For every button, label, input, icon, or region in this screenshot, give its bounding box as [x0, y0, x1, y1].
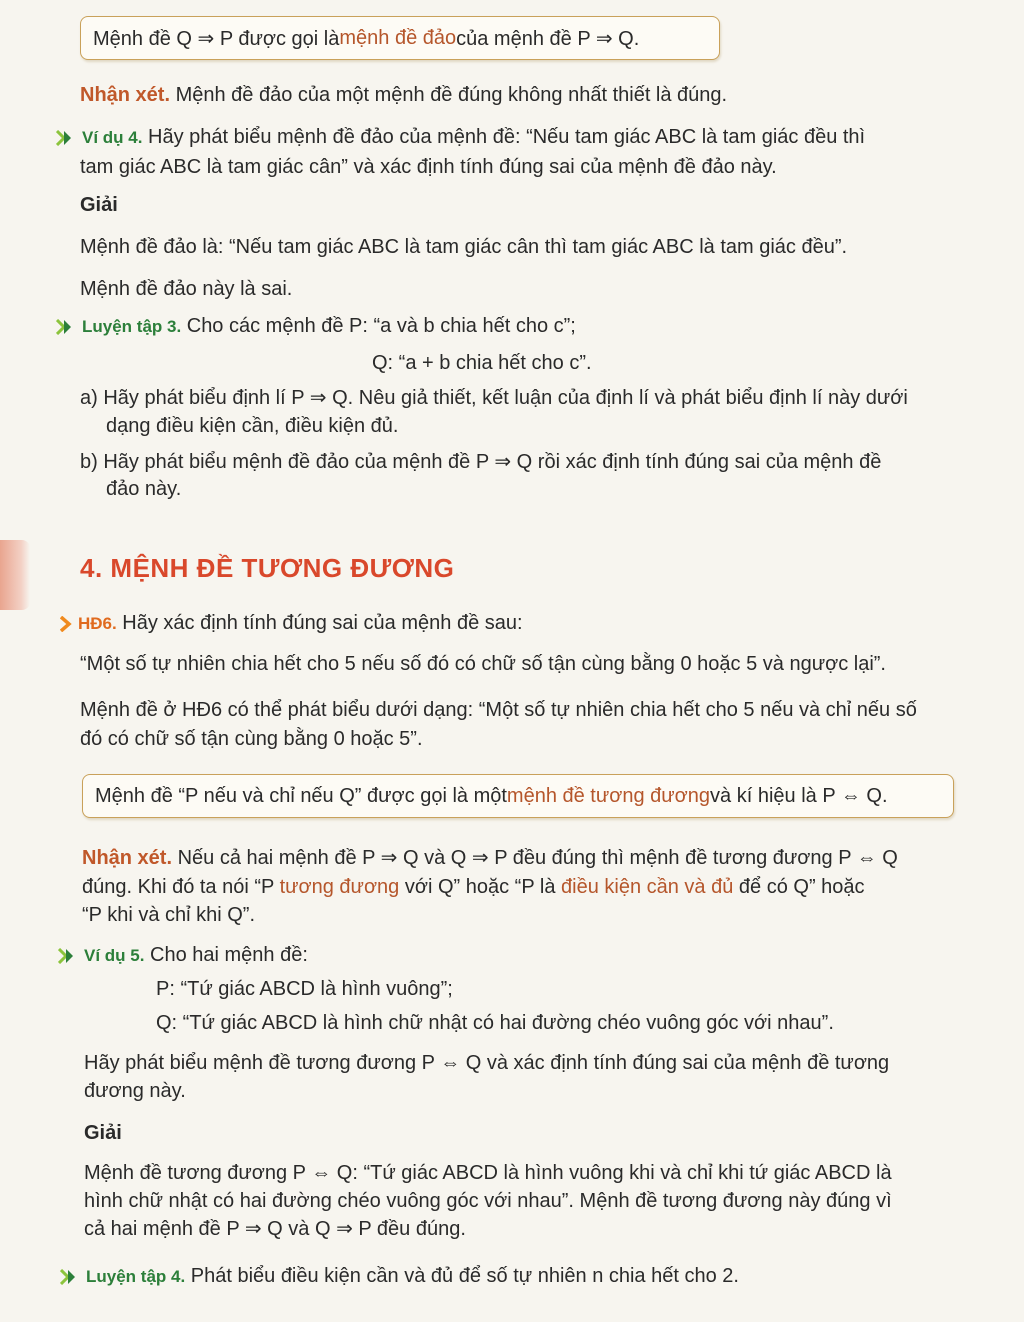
activity-tag: HĐ6.: [78, 614, 117, 633]
double-chevron-icon: [60, 1269, 80, 1285]
remark-text: Nếu cả hai mệnh đề P ⇒ Q và Q ⇒ P đều đúng thì mệnh đề tương đương P ⇔ Q: [172, 847, 898, 869]
remark-text: đúng. Khi đó ta nói “P: [82, 876, 280, 898]
remark-highlight: điều kiện cần và đủ: [561, 876, 734, 898]
solution-line: cả hai mệnh đề P ⇒ Q và Q ⇒ P đều đúng.: [84, 1218, 466, 1240]
practice-text: Cho các mệnh đề P: “a và b chia hết cho c”;: [181, 315, 576, 337]
definition-box-equivalence: [82, 774, 954, 818]
definition-text-end: và kí hiệu là P ⇔ Q.: [710, 784, 888, 807]
activity-text: Hãy xác định tính đúng sai của mệnh đề sau:: [116, 612, 523, 634]
activity-hd6-heading: [60, 610, 523, 637]
double-chevron-icon: [56, 319, 76, 335]
definition-text-end: của mệnh đề P ⇒ Q.: [456, 27, 640, 50]
activity-line: Mệnh đề ở HĐ6 có thể phát biểu dưới dạng: “Một số tự nhiên chia hết cho 5 nếu và chỉ nếu số: [80, 699, 917, 721]
remark-label: Nhận xét.: [82, 847, 173, 869]
remark-label: Nhận xét.: [80, 84, 171, 106]
double-chevron-icon: [58, 948, 78, 964]
remark-equivalence: [82, 845, 898, 871]
example-5-q: Q: “Tứ giác ABCD là hình chữ nhật có hai đường chéo vuông góc với nhau”.: [156, 1012, 834, 1034]
remark-converse: [80, 82, 727, 108]
example-4-line2: tam giác ABC là tam giác cân” và xác định tính đúng sai của mệnh đề đảo này.: [80, 156, 777, 178]
practice-q-line: Q: “a + b chia hết cho c”.: [372, 352, 592, 374]
practice-text: Phát biểu điều kiện cần và đủ để số tự nhiên n chia hết cho 2.: [185, 1265, 739, 1287]
example-tag: Ví dụ 4.: [82, 128, 143, 147]
solution-line: Mệnh đề đảo là: “Nếu tam giác ABC là tam giác cân thì tam giác ABC là tam giác đều”.: [80, 236, 848, 258]
remark-text: với Q” hoặc “P là: [399, 876, 562, 898]
practice-4-heading: [60, 1263, 739, 1290]
example-4-heading: [56, 124, 865, 151]
definition-text: Mệnh đề Q ⇒ P được gọi là: [93, 27, 340, 50]
practice-item-a: a) Hãy phát biểu định lí P ⇒ Q. Nêu giả thiết, kết luận của định lí và phát biểu định lí này dưới: [80, 387, 908, 409]
practice-item-b: b) Hãy phát biểu mệnh đề đảo của mệnh đề P ⇒ Q rồi xác định tính đúng sai của mệnh đề: [80, 451, 882, 473]
practice-tag: Luyện tập 3.: [82, 317, 182, 336]
remark-highlight: tương đương: [279, 876, 400, 898]
practice-tag: Luyện tập 4.: [86, 1267, 186, 1286]
example-tag: Ví dụ 5.: [84, 946, 145, 965]
example-5-heading: [58, 942, 308, 969]
remark-line2: [82, 874, 865, 900]
solution-title: Giải: [80, 194, 118, 216]
section-heading: 4. MỆNH ĐỀ TƯƠNG ĐƯƠNG: [80, 553, 455, 583]
practice-item-a-cont: dạng điều kiện cần, điều kiện đủ.: [106, 415, 399, 437]
example-5-line: đương này.: [84, 1080, 186, 1102]
double-chevron-icon: [56, 130, 76, 146]
solution-line: hình chữ nhật có hai đường chéo vuông góc với nhau”. Mệnh đề tương đương này đúng vì: [84, 1190, 892, 1212]
solution-title: Giải: [84, 1122, 122, 1144]
solution-line: Mệnh đề đảo này là sai.: [80, 278, 293, 300]
remark-line3: “P khi và chỉ khi Q”.: [82, 904, 256, 926]
definition-highlight: mệnh đề đảo: [339, 26, 457, 49]
section-side-tab: [0, 540, 30, 610]
practice-item-b-cont: đảo này.: [106, 478, 182, 500]
activity-line: đó có chữ số tận cùng bằng 0 hoặc 5”.: [80, 728, 423, 750]
example-text: Cho hai mệnh đề:: [144, 944, 308, 966]
definition-text: Mệnh đề “P nếu và chỉ nếu Q” được gọi là một: [95, 784, 507, 807]
activity-quote: “Một số tự nhiên chia hết cho 5 nếu số đó có chữ số tận cùng bằng 0 hoặc 5 và ngược lại”.: [80, 653, 886, 675]
chevron-icon: [60, 616, 72, 632]
remark-text: để có Q” hoặc: [733, 876, 865, 898]
practice-3-heading: [56, 313, 576, 340]
example-5-p: P: “Tứ giác ABCD là hình vuông”;: [156, 978, 453, 1000]
solution-line: Mệnh đề tương đương P ⇔ Q: “Tứ giác ABCD là hình vuông khi và chỉ khi tứ giác ABCD là: [84, 1162, 892, 1184]
definition-highlight: mệnh đề tương đương: [506, 784, 711, 807]
definition-box-converse: [80, 16, 720, 60]
example-text: Hãy phát biểu mệnh đề đảo của mệnh đề: “Nếu tam giác ABC là tam giác đều thì: [142, 126, 866, 148]
remark-text: Mệnh đề đảo của một mệnh đề đúng không nhất thiết là đúng.: [170, 84, 728, 106]
example-5-line: Hãy phát biểu mệnh đề tương đương P ⇔ Q và xác định tính đúng sai của mệnh đề tương: [84, 1052, 890, 1074]
